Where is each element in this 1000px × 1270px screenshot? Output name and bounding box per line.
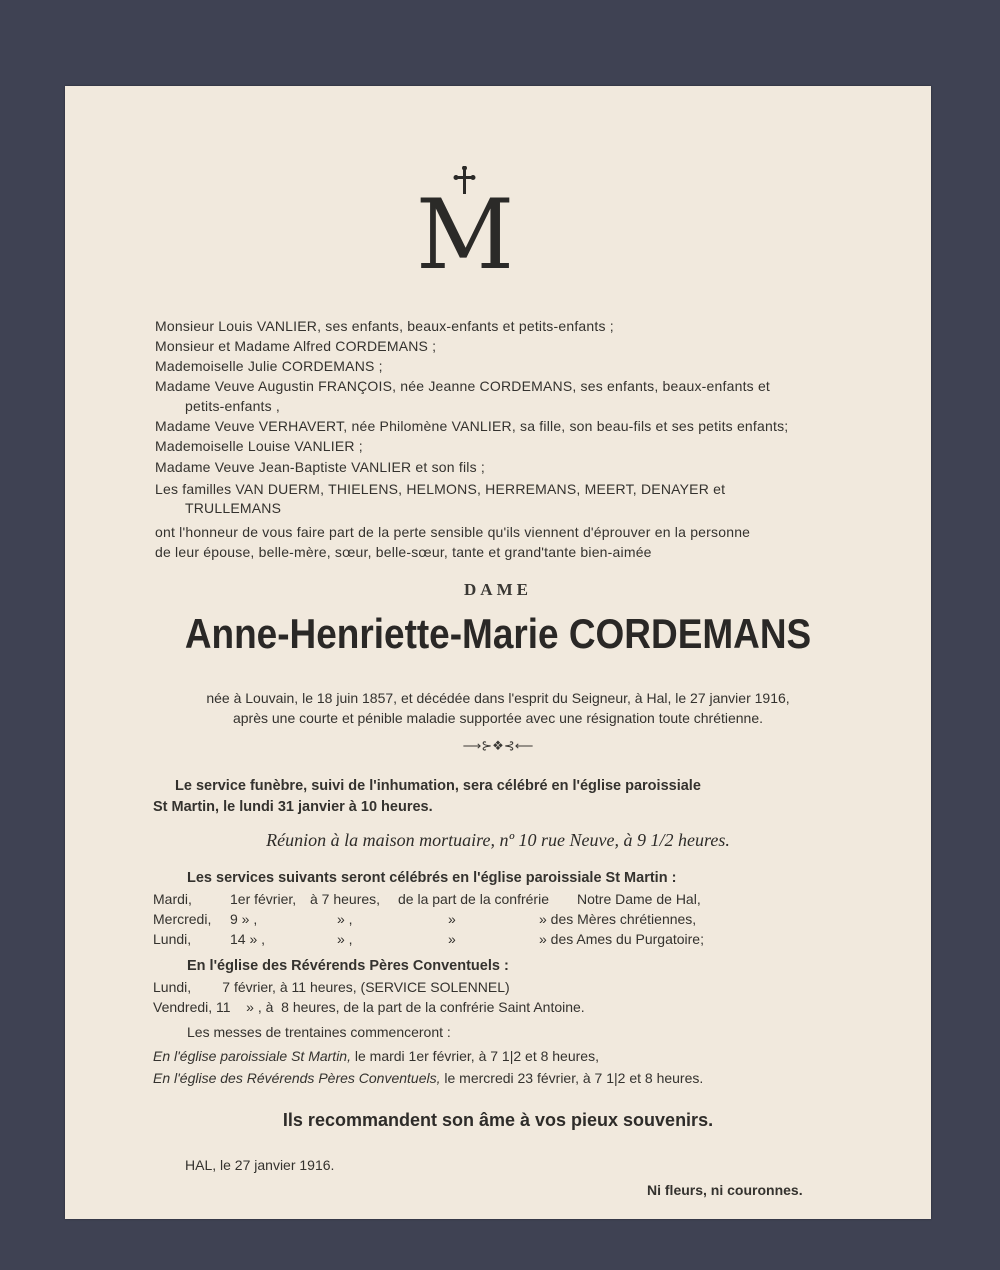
cross-monogram-icon bbox=[405, 166, 525, 276]
trentaine-church: En l'église paroissiale St Martin, bbox=[153, 1048, 351, 1064]
reunion-line: Réunion à la maison mortuaire, nº 10 rue Neuve, à 9 1/2 heures. bbox=[266, 830, 730, 850]
service-day: Mardi, bbox=[153, 891, 192, 907]
family-line: TRULLEMANS bbox=[185, 500, 282, 516]
conventuels-heading: En l'église des Révérends Pères Conventuels : bbox=[187, 958, 509, 974]
family-line: Les familles VAN DUERM, THIELENS, HELMONS, HERREMANS, MEERT, DENAYER et bbox=[155, 481, 726, 497]
family-line: Monsieur Louis VANLIER, ses enfants, beaux-enfants et petits-enfants ; bbox=[155, 318, 614, 334]
following-services-heading: Les services suivants seront célébrés en l'église paroissiale St Martin : bbox=[187, 870, 677, 886]
conventuels-service: Vendredi, 11 » , à 8 heures, de la part de la confrérie Saint Antoine. bbox=[153, 999, 585, 1015]
service-day: Mercredi, bbox=[153, 911, 212, 927]
service-date: 14 » , bbox=[230, 931, 266, 947]
family-line: Madame Veuve VERHAVERT, née Philomène VANLIER, sa fille, son beau-fils et ses petits enfants; bbox=[155, 418, 789, 434]
title-prefix: DAME bbox=[464, 580, 532, 599]
family-line: de leur épouse, belle-mère, sœur, belle-sœur, tante et grand'tante bien-aimée bbox=[155, 544, 652, 560]
trentaine-line bbox=[153, 1070, 703, 1086]
family-line: ont l'honneur de vous faire part de la perte sensible qu'ils viennent d'éprouver en la personne bbox=[155, 524, 751, 540]
birth-death-line: née à Louvain, le 18 juin 1857, et décédée dans l'esprit du Seigneur, à Hal, le 27 janvier 1916, bbox=[206, 690, 790, 706]
trentaines-heading: Les messes de trentaines commenceront : bbox=[187, 1024, 451, 1040]
no-flowers-note: Ni fleurs, ni couronnes. bbox=[647, 1182, 803, 1198]
service-by: » bbox=[448, 931, 456, 947]
trentaine-when: le mardi 1er février, à 7 1|2 et 8 heures, bbox=[350, 1048, 599, 1064]
deceased-name: Anne-Henriette-Marie CORDEMANS bbox=[184, 610, 812, 657]
family-line: Monsieur et Madame Alfred CORDEMANS ; bbox=[155, 338, 437, 354]
service-for: Notre Dame de Hal, bbox=[577, 891, 701, 907]
family-line: petits-enfants , bbox=[185, 398, 281, 414]
trentaine-when: le mercredi 23 février, à 7 1|2 et 8 heures. bbox=[440, 1070, 704, 1086]
birth-death-line: après une courte et pénible maladie supportée avec une résignation toute chrétienne. bbox=[232, 710, 764, 726]
funeral-notice-card bbox=[65, 86, 931, 1219]
family-line: Mademoiselle Louise VANLIER ; bbox=[155, 438, 363, 454]
conventuels-service: Lundi, 7 février, à 11 heures, (SERVICE SOLENNEL) bbox=[153, 979, 510, 995]
funeral-service-line: St Martin, le lundi 31 janvier à 10 heures. bbox=[153, 799, 433, 815]
service-by: » bbox=[448, 911, 456, 927]
trentaine-church: En l'église des Révérends Pères Conventuels, bbox=[153, 1070, 441, 1086]
service-time: à 7 heures, bbox=[310, 891, 381, 907]
trentaine-line bbox=[153, 1048, 599, 1064]
service-day: Lundi, bbox=[153, 931, 192, 947]
service-for: » des Ames du Purgatoire; bbox=[539, 931, 704, 947]
family-line: Mademoiselle Julie CORDEMANS ; bbox=[155, 358, 383, 374]
service-by: de la part de la confrérie bbox=[398, 891, 549, 907]
family-line: Madame Veuve Jean-Baptiste VANLIER et son fils ; bbox=[155, 459, 485, 475]
svg-text:M: M bbox=[415, 179, 515, 276]
family-line: Madame Veuve Augustin FRANÇOIS, née Jeanne CORDEMANS, ses enfants, beaux-enfants et bbox=[155, 378, 771, 394]
ornamental-divider: ⟶⊱❖⊰⟵ bbox=[462, 738, 534, 753]
funeral-service-line: Le service funèbre, suivi de l'inhumation, sera célébré en l'église paroissiale bbox=[175, 778, 701, 794]
service-time: » , bbox=[337, 931, 353, 947]
closing-line: Ils recommandent son âme à vos pieux souvenirs. bbox=[282, 1110, 714, 1130]
service-time: » , bbox=[337, 911, 353, 927]
service-for: » des Mères chrétiennes, bbox=[539, 911, 697, 927]
service-date: 9 » , bbox=[230, 911, 258, 927]
place-date: HAL, le 27 janvier 1916. bbox=[185, 1157, 335, 1173]
service-date: 1er février, bbox=[230, 891, 297, 907]
